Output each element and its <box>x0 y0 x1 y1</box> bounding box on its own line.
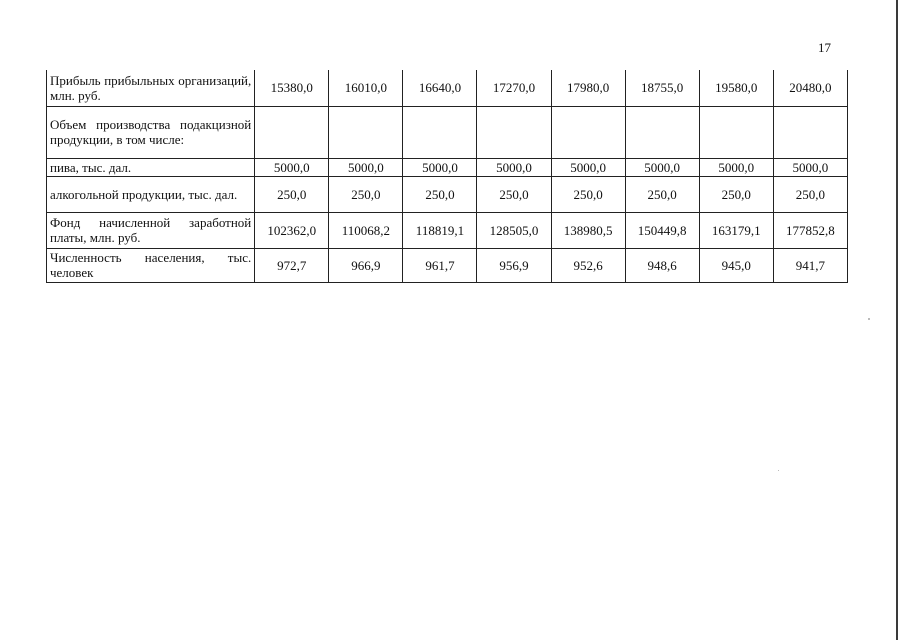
table-cell: 5000,0 <box>773 158 847 176</box>
page-edge-line <box>896 0 898 640</box>
table-cell: 110068,2 <box>329 212 403 248</box>
table-cell: 972,7 <box>255 248 329 282</box>
table-cell: 952,6 <box>551 248 625 282</box>
table-cell: 150449,8 <box>625 212 699 248</box>
table-cell <box>403 106 477 158</box>
table-row <box>47 70 848 106</box>
table-cell: 17980,0 <box>551 70 625 106</box>
table-cell: 961,7 <box>403 248 477 282</box>
table-cell: 20480,0 <box>773 70 847 106</box>
row-label: Объем производства подакцизной продукции, в том числе: <box>47 106 255 158</box>
row-label: алкогольной продукции, тыс. дал. <box>47 176 255 212</box>
row-label: пива, тыс. дал. <box>47 158 255 176</box>
table-cell: 18755,0 <box>625 70 699 106</box>
table-cell: 250,0 <box>625 176 699 212</box>
scan-speck <box>778 470 779 471</box>
table-row <box>47 248 848 282</box>
table-cell: 250,0 <box>403 176 477 212</box>
table-cell: 5000,0 <box>255 158 329 176</box>
table-cell <box>477 106 551 158</box>
table-cell: 250,0 <box>329 176 403 212</box>
table-cell: 5000,0 <box>551 158 625 176</box>
table-cell: 250,0 <box>255 176 329 212</box>
data-table <box>46 70 848 283</box>
table-row <box>47 158 848 176</box>
table-cell: 941,7 <box>773 248 847 282</box>
table-cell: 250,0 <box>773 176 847 212</box>
table-cell: 138980,5 <box>551 212 625 248</box>
table-cell <box>699 106 773 158</box>
table-cell: 16640,0 <box>403 70 477 106</box>
table-cell: 15380,0 <box>255 70 329 106</box>
table-cell <box>255 106 329 158</box>
table-cell: 5000,0 <box>329 158 403 176</box>
table-cell: 128505,0 <box>477 212 551 248</box>
table-cell: 118819,1 <box>403 212 477 248</box>
table-cell: 163179,1 <box>699 212 773 248</box>
table-cell: 250,0 <box>551 176 625 212</box>
table-row <box>47 212 848 248</box>
table-cell: 5000,0 <box>625 158 699 176</box>
table-cell: 966,9 <box>329 248 403 282</box>
table-cell: 16010,0 <box>329 70 403 106</box>
table-cell <box>773 106 847 158</box>
table-cell: 19580,0 <box>699 70 773 106</box>
page-number: 17 <box>818 40 831 55</box>
row-label: Прибыль прибыльных организаций, млн. руб. <box>47 70 255 106</box>
table-cell <box>625 106 699 158</box>
table-cell: 102362,0 <box>255 212 329 248</box>
table-cell: 177852,8 <box>773 212 847 248</box>
table-cell: 250,0 <box>699 176 773 212</box>
table-cell: 945,0 <box>699 248 773 282</box>
row-label: Численность населения, тыс. человек <box>47 248 255 282</box>
table-row <box>47 106 848 158</box>
scan-speck <box>868 318 870 320</box>
table-cell: 5000,0 <box>699 158 773 176</box>
table-cell: 5000,0 <box>477 158 551 176</box>
table-row <box>47 176 848 212</box>
table-cell: 250,0 <box>477 176 551 212</box>
table-cell: 17270,0 <box>477 70 551 106</box>
table-cell <box>551 106 625 158</box>
table-cell: 5000,0 <box>403 158 477 176</box>
table-cell: 948,6 <box>625 248 699 282</box>
table-cell: 956,9 <box>477 248 551 282</box>
table-cell <box>329 106 403 158</box>
row-label: Фонд начисленной заработной платы, млн. руб. <box>47 212 255 248</box>
